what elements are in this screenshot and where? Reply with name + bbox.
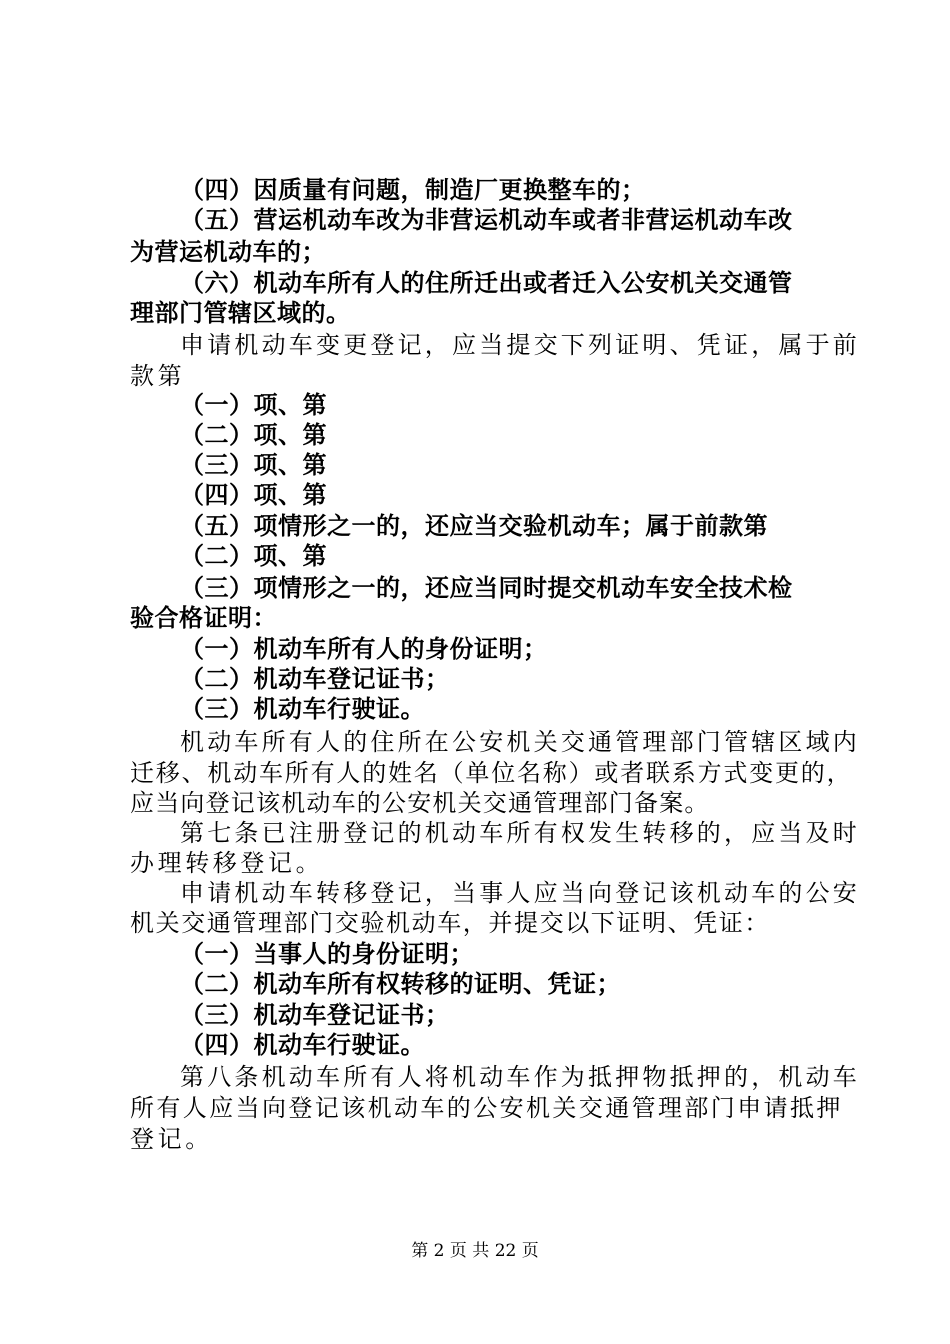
paragraph-line: 办理转移登记。 <box>130 849 324 877</box>
paragraph-line: （四）机动车行驶证。 <box>180 1031 425 1059</box>
paragraph-line: （二）机动车所有权转移的证明、凭证； <box>180 970 621 998</box>
paragraph-line: （四）项、第 <box>180 481 327 509</box>
paragraph-line: 机关交通管理部门交验机动车，并提交以下证明、凭证： <box>130 909 770 937</box>
paragraph-line: 申请机动车变更登记，应当提交下列证明、凭证，属于前 <box>180 331 860 359</box>
paragraph-line: （三）项情形之一的，还应当同时提交机动车安全技术检 <box>180 574 793 602</box>
page-number-footer: 第 2 页 共 22 页 <box>411 1241 539 1261</box>
paragraph-line: （五）项情形之一的，还应当交验机动车；属于前款第 <box>180 512 768 540</box>
paragraph-line: 迁移、机动车所有人的姓名（单位名称）或者联系方式变更的， <box>130 759 853 787</box>
paragraph-line: （三）机动车行驶证。 <box>180 695 425 723</box>
paragraph-line: （一）当事人的身份证明； <box>180 940 474 968</box>
paragraph-line: （二）项、第 <box>180 542 327 570</box>
paragraph-line: 应当向登记该机动车的公安机关交通管理部门备案。 <box>130 789 710 817</box>
paragraph-line: （二）项、第 <box>180 421 327 449</box>
paragraph-line: 为营运机动车的； <box>130 238 326 266</box>
paragraph-line: （一）机动车所有人的身份证明； <box>180 635 548 663</box>
paragraph-line: 登记。 <box>130 1125 213 1153</box>
paragraph-line: （三）机动车登记证书； <box>180 1001 450 1029</box>
paragraph-line: （一）项、第 <box>180 391 327 419</box>
paragraph-line: （二）机动车登记证书； <box>180 665 450 693</box>
paragraph-line: 验合格证明： <box>130 604 277 632</box>
paragraph-line: 申请机动车转移登记，当事人应当向登记该机动车的公安 <box>180 879 860 907</box>
paragraph-line: 理部门管辖区域的。 <box>130 299 351 327</box>
paragraph-line: 第八条机动车所有人将机动车作为抵押物抵押的，机动车 <box>180 1063 860 1091</box>
paragraph-line: 第七条已注册登记的机动车所有权发生转移的，应当及时 <box>180 819 860 847</box>
paragraph-line: 机动车所有人的住所在公安机关交通管理部门管辖区域内 <box>180 728 860 756</box>
paragraph-line: 款第 <box>130 362 186 390</box>
paragraph-line: （六）机动车所有人的住所迁出或者迁入公安机关交通管 <box>180 269 793 297</box>
paragraph-line: （三）项、第 <box>180 451 327 479</box>
paragraph-line: （四）因质量有问题，制造厂更换整车的； <box>180 176 646 204</box>
paragraph-line: （五）营运机动车改为非营运机动车或者非营运机动车改 <box>180 206 793 234</box>
paragraph-line: 所有人应当向登记该机动车的公安机关交通管理部门申请抵押 <box>130 1094 843 1122</box>
